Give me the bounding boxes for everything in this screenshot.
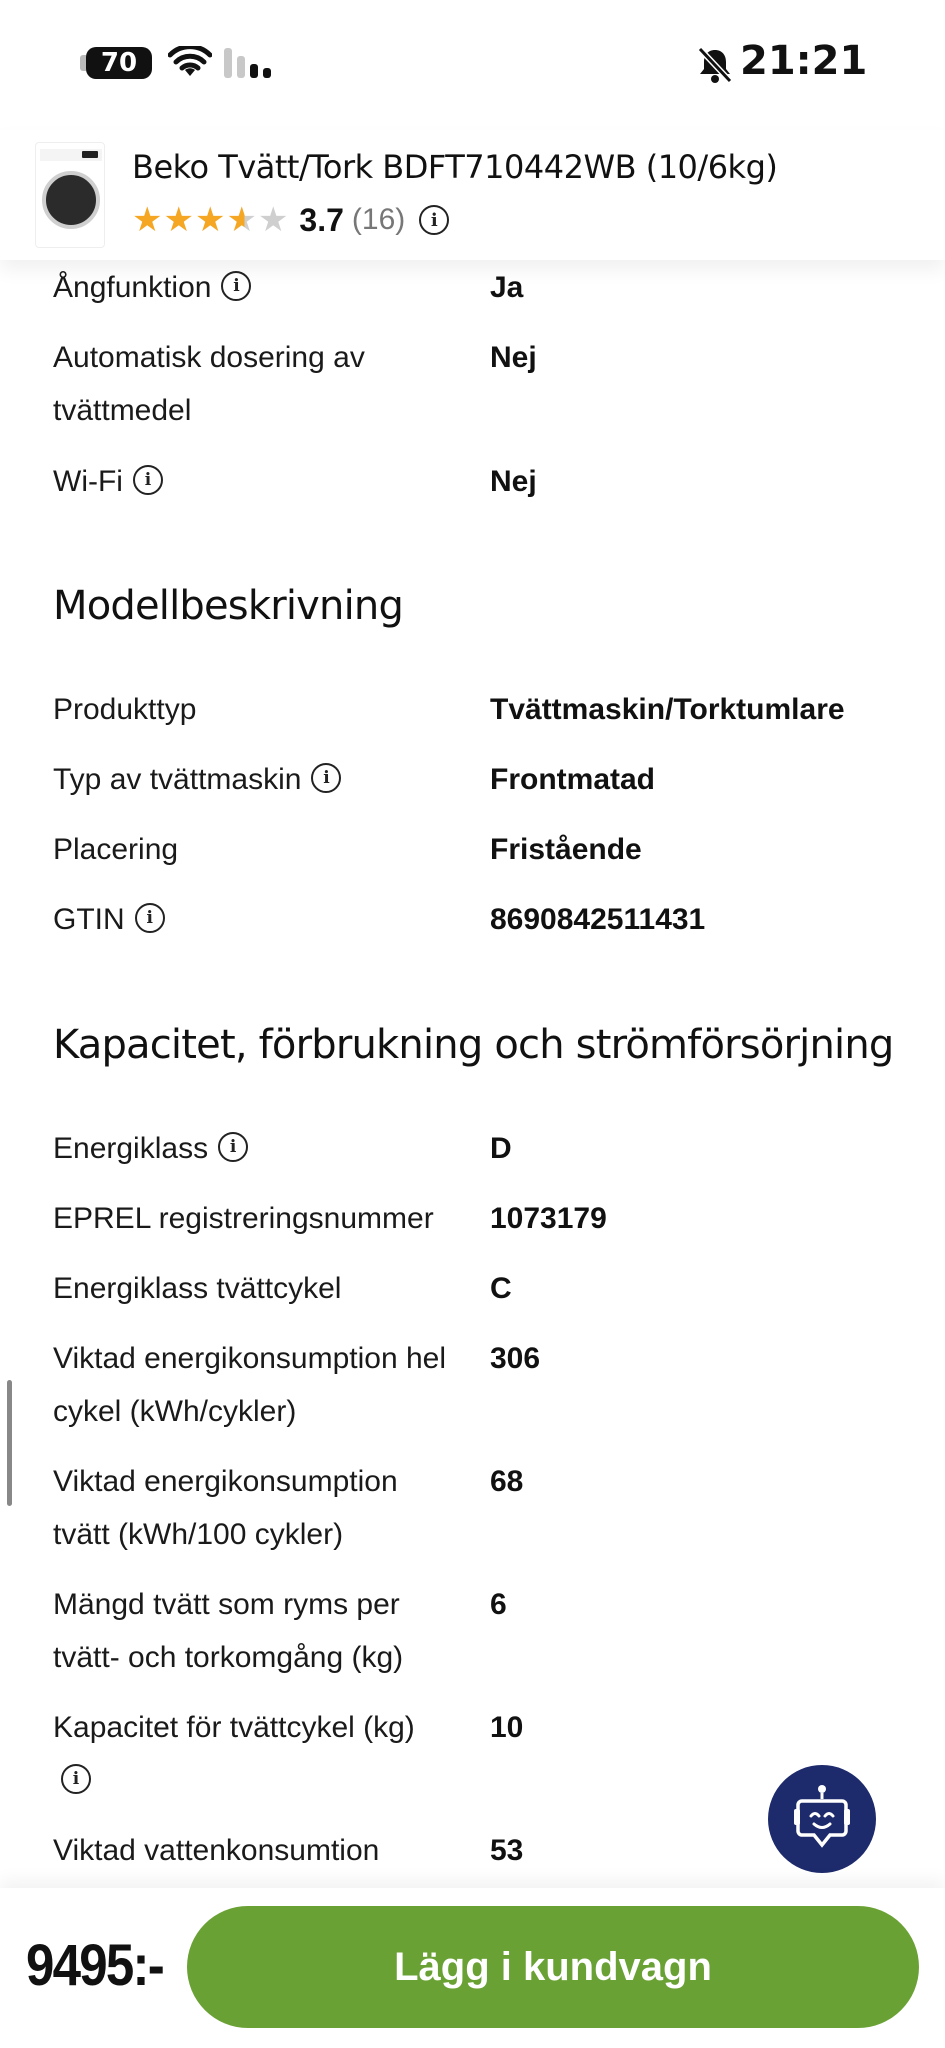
info-icon[interactable]: i bbox=[135, 903, 165, 933]
spec-label: Viktad vattenkonsumtion bbox=[53, 1834, 380, 1867]
spec-value: Tvättmaskin/Torktumlare bbox=[490, 693, 845, 726]
spec-row bbox=[53, 893, 893, 946]
battery-icon bbox=[86, 47, 152, 79]
status-bar bbox=[0, 0, 945, 130]
section-title: Modellbeskrivning bbox=[53, 583, 404, 629]
thumbnail-screen bbox=[82, 151, 98, 158]
info-icon[interactable]: i bbox=[311, 763, 341, 793]
spec-label: Wi-Fi i bbox=[53, 455, 473, 508]
spec-label: Automatisk dosering av tvättmedel bbox=[53, 341, 365, 427]
spec-label: EPREL registreringsnummer bbox=[53, 1202, 434, 1235]
spec-value: 53 bbox=[490, 1834, 524, 1867]
spec-label: Energiklass i bbox=[53, 1122, 473, 1175]
star-icon: ★ bbox=[132, 201, 163, 239]
info-icon[interactable]: i bbox=[133, 465, 163, 495]
spec-value: 10 bbox=[490, 1711, 524, 1744]
rating-count[interactable]: (16) bbox=[351, 203, 406, 236]
spec-row bbox=[53, 1701, 893, 1807]
battery-level: 70 bbox=[100, 48, 138, 78]
spec-value: 6 bbox=[490, 1588, 507, 1621]
chatbot-icon bbox=[784, 1781, 860, 1857]
spec-row bbox=[53, 1455, 893, 1561]
spec-row bbox=[53, 1122, 893, 1175]
spec-row bbox=[53, 1192, 893, 1245]
spec-label: Energiklass tvättcykel bbox=[53, 1272, 342, 1305]
bottom-bar bbox=[0, 1888, 945, 2048]
spec-value: Frontmatad bbox=[490, 763, 655, 796]
spec-value: Nej bbox=[490, 465, 537, 498]
add-to-cart-button[interactable]: Lägg i kundvagn bbox=[187, 1906, 919, 2028]
clock: 21:21 bbox=[740, 38, 868, 84]
spec-row bbox=[53, 683, 893, 736]
chatbot-button[interactable] bbox=[768, 1765, 876, 1873]
thumbnail-drum bbox=[42, 171, 100, 229]
price: 9495:- bbox=[26, 1933, 163, 1998]
info-icon[interactable]: i bbox=[221, 271, 251, 301]
spec-row bbox=[53, 1332, 893, 1438]
scrollbar[interactable] bbox=[7, 1380, 12, 1506]
product-thumbnail[interactable] bbox=[35, 142, 105, 248]
star-icon: ★ bbox=[163, 201, 194, 239]
spec-row bbox=[53, 823, 893, 876]
spec-row bbox=[53, 1262, 893, 1315]
spec-value: 8690842511431 bbox=[490, 903, 706, 936]
spec-label: Produkttyp bbox=[53, 693, 197, 726]
spec-label: Viktad energikonsumption tvätt (kWh/100 cykler) bbox=[53, 1465, 398, 1551]
rating-value: 3.7 bbox=[299, 201, 344, 238]
spec-label: Mängd tvätt som ryms per tvätt- och torkomgång (kg) bbox=[53, 1588, 404, 1674]
star-icon: ★ bbox=[226, 201, 257, 239]
signal-icon bbox=[224, 48, 276, 80]
spec-label: Typ av tvättmaskin i bbox=[53, 753, 473, 806]
spec-value: Fristående bbox=[490, 833, 642, 866]
info-icon[interactable]: i bbox=[218, 1132, 248, 1162]
star-icon: ★ bbox=[257, 201, 289, 239]
info-icon[interactable]: i bbox=[61, 1764, 91, 1794]
spec-value: D bbox=[490, 1132, 512, 1165]
star-icon: ★ bbox=[194, 201, 226, 239]
spec-label: Ångfunktion i bbox=[53, 261, 473, 314]
spec-value: 68 bbox=[490, 1465, 524, 1498]
product-title: Beko Tvätt/Tork BDFT710442WB (10/6kg) bbox=[132, 148, 778, 186]
rating-row[interactable] bbox=[132, 200, 449, 240]
spec-row bbox=[53, 1824, 893, 1877]
spec-row bbox=[53, 261, 893, 314]
spec-row bbox=[53, 455, 893, 508]
spec-value: C bbox=[490, 1272, 512, 1305]
spec-value: 306 bbox=[490, 1342, 541, 1375]
section-title: Kapacitet, förbrukning och strömförsörjning bbox=[53, 1022, 894, 1068]
star-rating bbox=[132, 203, 289, 237]
info-icon[interactable]: i bbox=[419, 205, 449, 235]
spec-value: Ja bbox=[490, 271, 524, 304]
spec-row bbox=[53, 331, 893, 437]
product-header[interactable] bbox=[0, 130, 945, 260]
spec-label: Placering bbox=[53, 833, 179, 866]
spec-row bbox=[53, 753, 893, 806]
bell-off-icon bbox=[697, 46, 733, 84]
spec-label: Viktad energikonsumption hel cykel (kWh/cykler) bbox=[53, 1342, 447, 1428]
spec-value: Nej bbox=[490, 341, 537, 374]
wifi-icon bbox=[168, 46, 212, 80]
spec-row bbox=[53, 1578, 893, 1684]
spec-value: 1073179 bbox=[490, 1202, 607, 1235]
spec-label: Kapacitet för tvättcykel (kg) i bbox=[53, 1701, 453, 1807]
spec-label: GTIN i bbox=[53, 893, 473, 946]
